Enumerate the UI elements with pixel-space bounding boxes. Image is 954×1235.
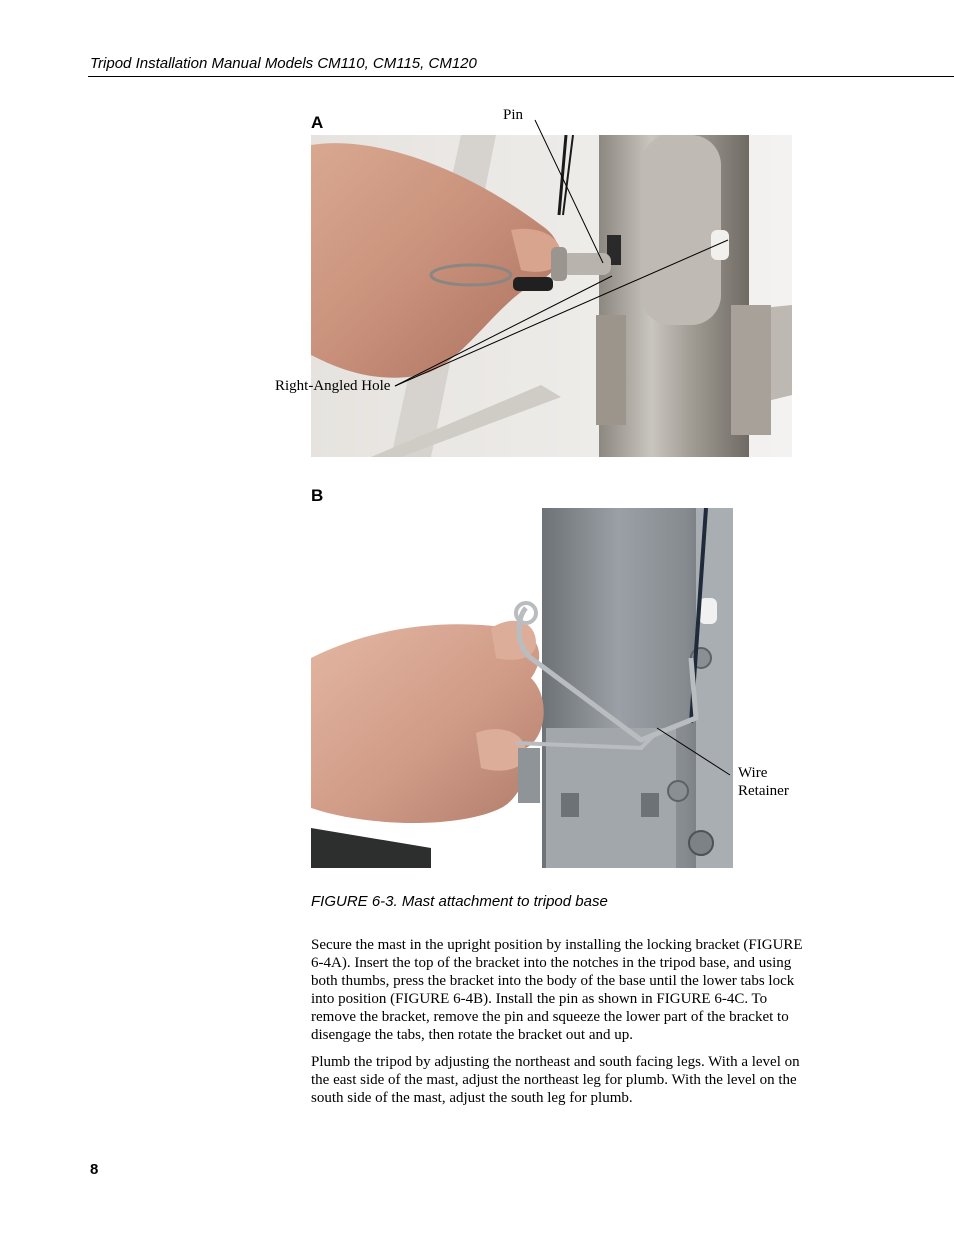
figure-caption: FIGURE 6-3. Mast attachment to tripod base	[311, 893, 608, 910]
running-header: Tripod Installation Manual Models CM110, CM115, CM120	[90, 55, 477, 72]
header-rule	[88, 76, 954, 77]
figure-a-letter: A	[311, 113, 324, 132]
figure-b-letter: B	[311, 486, 324, 505]
body-paragraph-1: Secure the mast in the upright position by installing the locking bracket (FIGURE 6-4A). Insert the top of the bracket into the notches in the tripod base, and using both thumbs, press the bracket into the body of the base until the lower tabs lock into position (FIGURE 6-4B). Install the pin as shown in FIGURE 6-4C. To remove the bracket, remove the pin and squeeze the lower part of the bracket to disengage the tabs, then rotate the bracket out and up.	[311, 937, 803, 1043]
page-number: 8	[90, 1161, 99, 1178]
figure-a-photo	[311, 135, 792, 457]
body-paragraph-2: Plumb the tripod by adjusting the northeast and south facing legs. With a level on the east side of the mast, adjust the northeast leg for plumb. With the level on the south side of the mast, adjust the south leg for plumb.	[311, 1054, 800, 1106]
callout-wire-retainer-line1: Wire	[738, 765, 768, 781]
figure-b-photo	[311, 508, 733, 868]
figure-b-illustration	[311, 508, 733, 868]
callout-pin: Pin	[503, 107, 524, 123]
callout-right-angled-hole: Right-Angled Hole	[275, 378, 391, 394]
callout-wire-retainer-line2: Retainer	[738, 783, 789, 799]
figure-a-illustration	[311, 135, 792, 457]
